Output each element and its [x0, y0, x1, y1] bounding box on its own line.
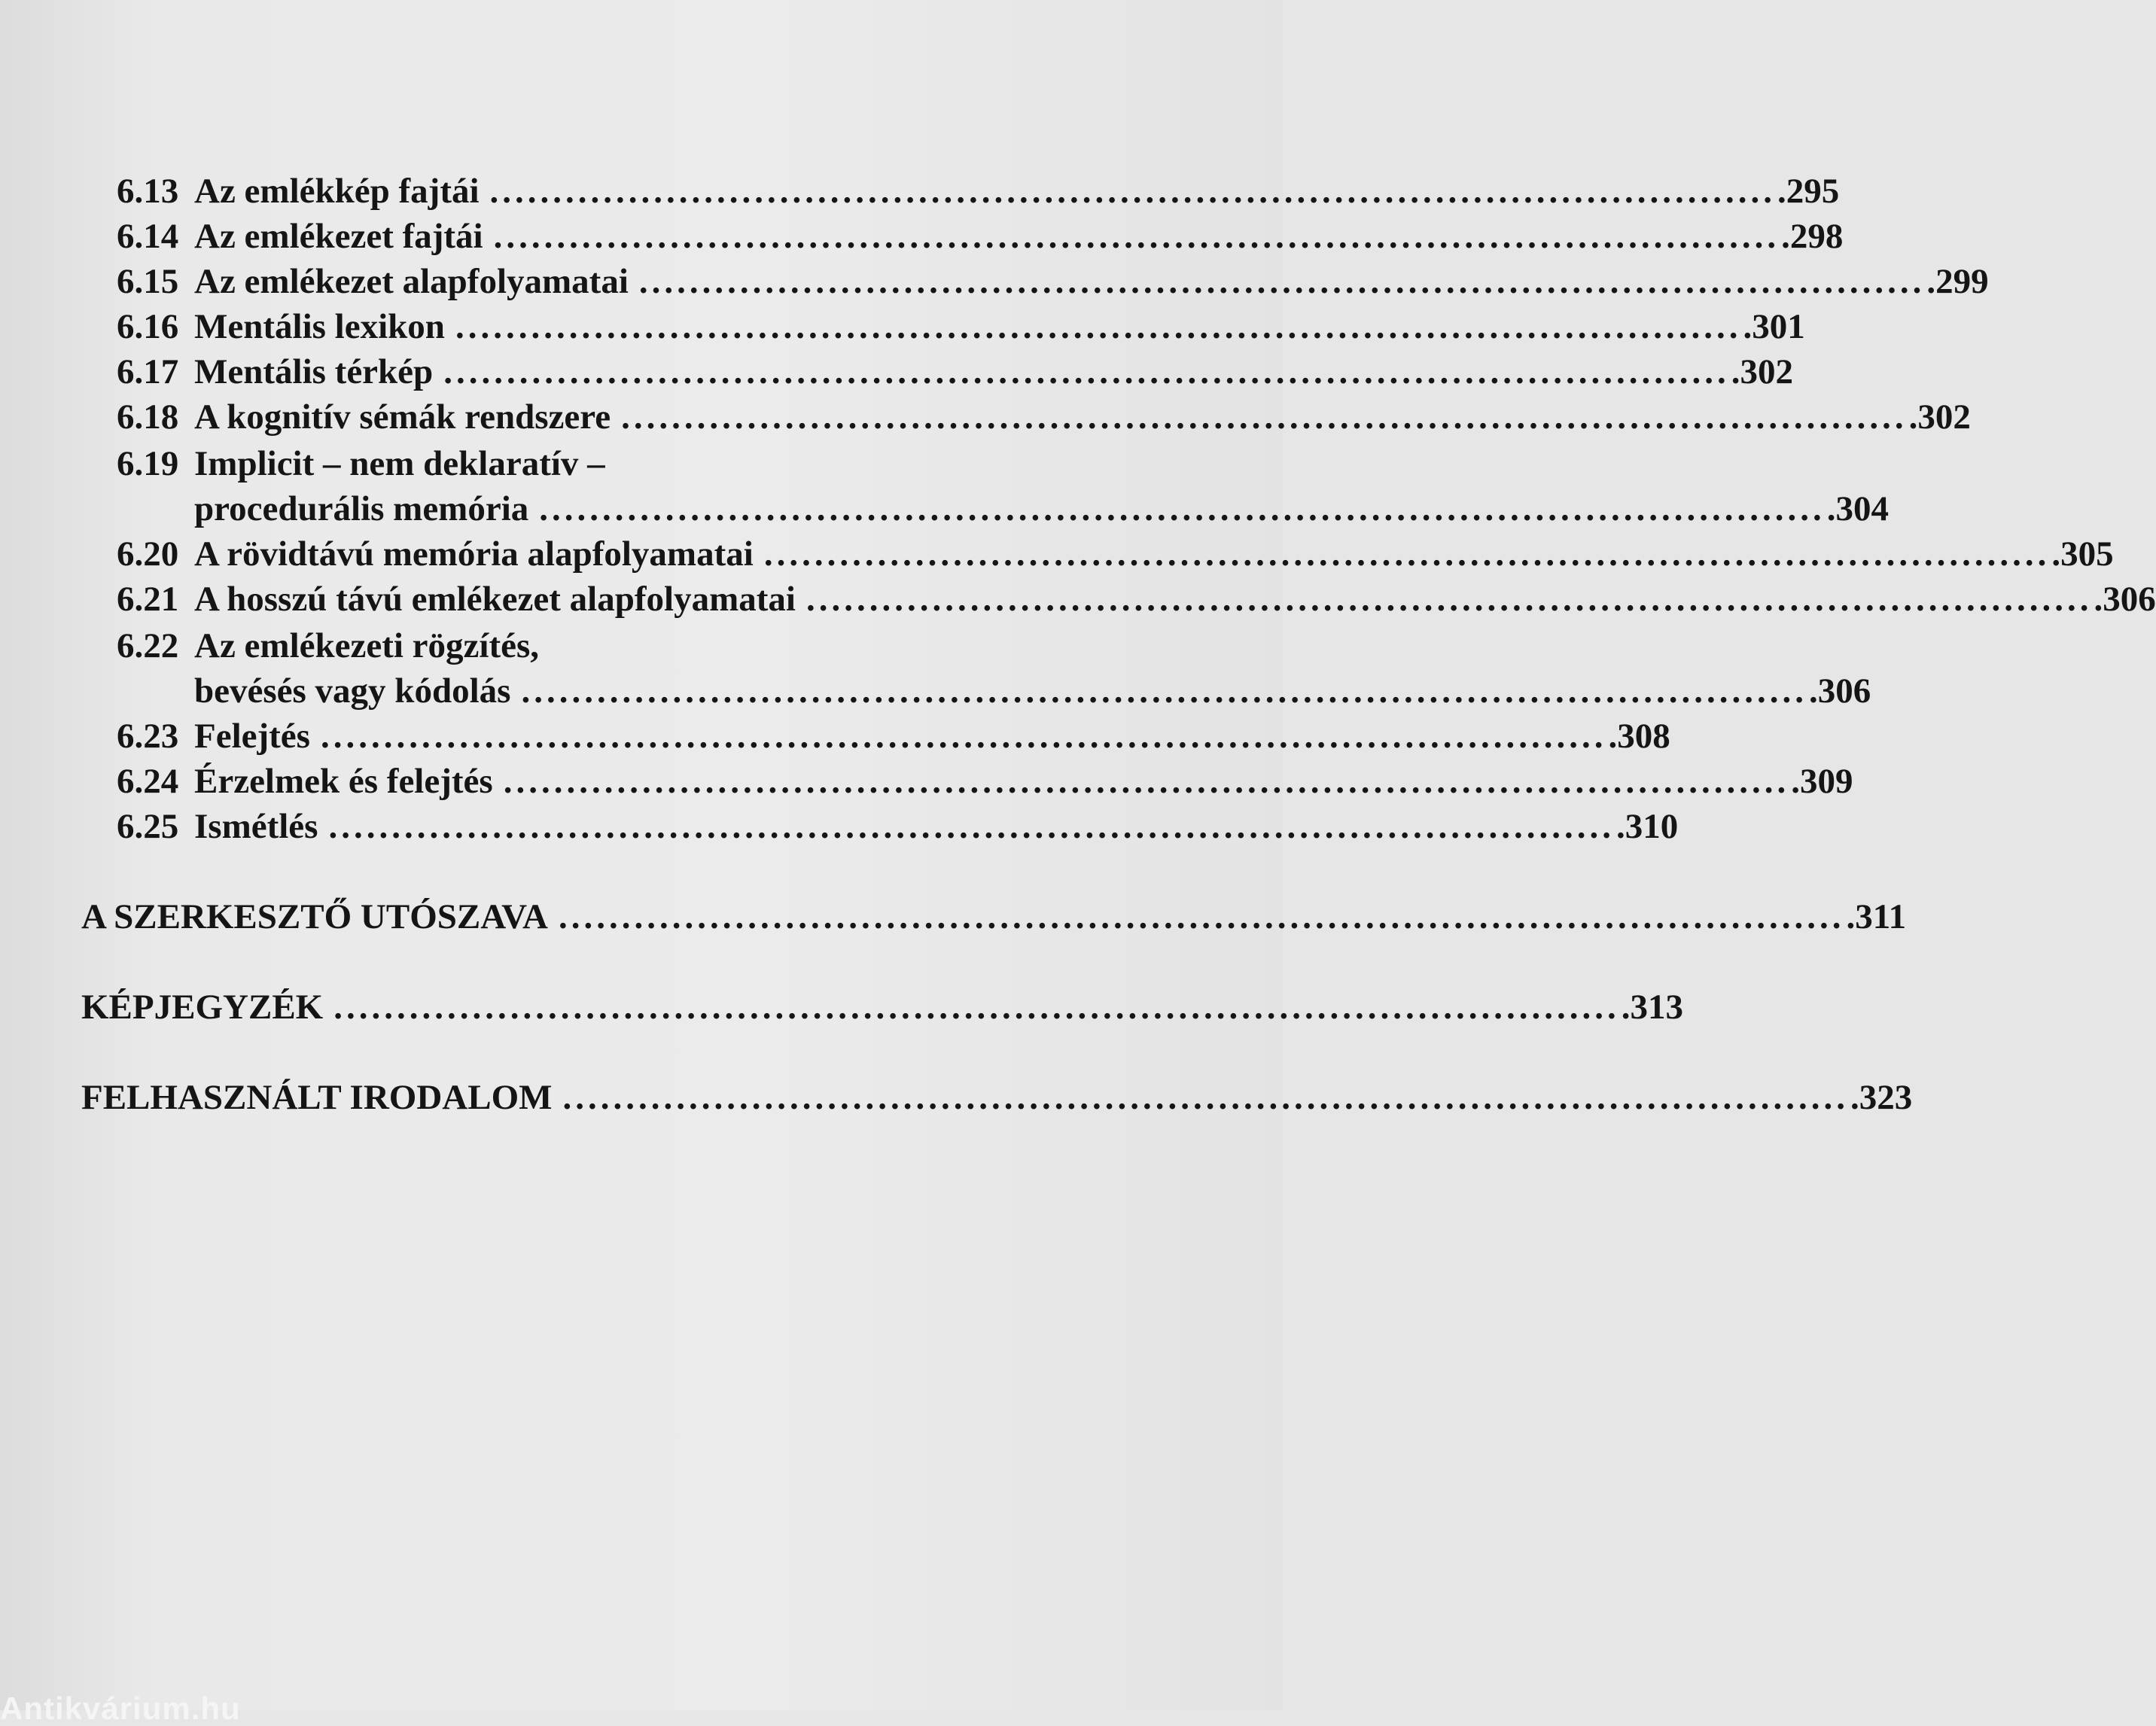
toc-entry-page: .309: [1791, 762, 1853, 801]
toc-entry-number: 6.20: [117, 534, 179, 574]
toc-entry-6-15: [117, 259, 1989, 304]
dot-leader: ......................................................................................................: [503, 762, 1790, 801]
toc-entry-number: 6.21: [117, 580, 179, 619]
toc-entry-6-20: [117, 531, 2114, 577]
toc-entry-number: 6.17: [117, 352, 179, 391]
dot-leader: ......................................................................................................: [333, 988, 1620, 1027]
toc-entry-6-18: [117, 394, 1971, 440]
toc-entry-6-22-continued: [194, 668, 1871, 714]
dot-leader: ......................................................................................................: [638, 262, 1926, 301]
toc-entry-title: bevésés vagy kódolás: [194, 671, 511, 711]
site-watermark: Antikvárium.hu: [0, 1691, 241, 1726]
toc-entry-page: .301: [1743, 307, 1805, 346]
toc-entry-number: 6.22: [117, 626, 179, 665]
toc-entry-title: Implicit – nem deklaratív –: [194, 444, 605, 483]
dot-leader: ......................................................................................................: [443, 352, 1730, 391]
toc-entry-6-24: [117, 759, 1853, 804]
toc-section-title: KÉPJEGYZÉK: [81, 988, 324, 1027]
toc-entry-number: 6.19: [117, 444, 179, 483]
toc-entry-number: 6.24: [117, 762, 179, 801]
toc-entry-6-16: [117, 304, 1805, 349]
toc-entry-number: 6.14: [117, 217, 179, 256]
toc-entry-number: 6.13: [117, 172, 179, 211]
toc-entry-number: 6.15: [117, 262, 179, 301]
toc-entry-title: A rövidtávú memória alapfolyamatai: [194, 534, 754, 574]
dot-leader: ......................................................................................................: [763, 534, 2051, 574]
toc-entry-6-25: [117, 804, 1679, 849]
toc-section-page: .311: [1846, 897, 1907, 936]
dot-leader: ......................................................................................................: [539, 489, 1826, 528]
toc-entry-page: .299: [1926, 262, 1989, 301]
toc-entry-title: Felejtés: [194, 717, 310, 756]
toc-entry-title: Az emlékkép fajtái: [194, 172, 480, 211]
toc-section-image-list: [81, 985, 1683, 1030]
toc-entry-title: Az emlékezeti rögzítés,: [194, 626, 539, 665]
dot-leader: ......................................................................................................: [805, 580, 2093, 619]
dot-leader: ......................................................................................................: [562, 1078, 1850, 1117]
toc-entry-6-21: [117, 577, 2156, 622]
toc-section-title: A SZERKESZTŐ UTÓSZAVA: [81, 897, 548, 936]
toc-entry-6-19: [117, 441, 1174, 486]
toc-entry-title: A hosszú távú emlékezet alapfolyamatai: [194, 580, 796, 619]
toc-entry-6-17: [117, 349, 1793, 394]
toc-section-page: .313: [1621, 988, 1683, 1027]
toc-entry-title: Mentális térkép: [194, 352, 434, 391]
toc-entry-page: .302: [1908, 397, 1971, 437]
toc-entry-title: Érzelmek és felejtés: [194, 762, 493, 801]
dot-leader: ......................................................................................................: [489, 172, 1777, 211]
dot-leader: ......................................................................................................: [621, 397, 1908, 437]
toc-entry-number: 6.16: [117, 307, 179, 346]
dot-leader: ......................................................................................................: [521, 671, 1807, 711]
toc-entry-6-13: [117, 169, 1840, 214]
toc-entry-6-22: [117, 623, 1174, 668]
toc-entry-page: .304: [1826, 489, 1890, 528]
toc-section-afterword: [81, 894, 1907, 939]
toc-entry-page: .305: [2051, 534, 2114, 574]
toc-entry-number: 6.18: [117, 397, 179, 437]
toc-entry-title: A kognitív sémák rendszere: [194, 397, 611, 437]
dot-leader: ......................................................................................................: [320, 717, 1607, 756]
toc-entry-6-19-continued: [194, 486, 1890, 531]
toc-entry-title: Mentális lexikon: [194, 307, 445, 346]
dot-leader: ......................................................................................................: [328, 807, 1615, 846]
toc-entry-page: .295: [1777, 172, 1840, 211]
toc-entry-page: .308: [1608, 717, 1670, 756]
toc-entry-number: 6.23: [117, 717, 179, 756]
toc-entry-page: .306: [2094, 580, 2156, 619]
toc-entry-page: .310: [1615, 807, 1679, 846]
toc-entry-title: Az emlékezet fajtái: [194, 217, 483, 256]
toc-entry-page: .302: [1731, 352, 1793, 391]
toc-entry-title: Ismétlés: [194, 807, 318, 846]
toc-entry-title: Az emlékezet alapfolyamatai: [194, 262, 629, 301]
toc-entry-title: procedurális memória: [194, 489, 529, 528]
dot-leader: ......................................................................................................: [455, 307, 1742, 346]
toc-entry-number: 6.25: [117, 807, 179, 846]
toc-entry-page: .306: [1808, 671, 1871, 711]
toc-section-bibliography: [81, 1075, 1913, 1120]
toc-section-page: .323: [1850, 1078, 1913, 1117]
dot-leader: ......................................................................................................: [558, 897, 1845, 936]
toc-entry-6-14: [117, 214, 1844, 259]
toc-entry-page: .298: [1781, 217, 1844, 256]
toc-entry-6-23: [117, 714, 1670, 759]
dot-leader: ......................................................................................................: [493, 217, 1780, 256]
toc-section-title: FELHASZNÁLT IRODALOM: [81, 1078, 553, 1117]
